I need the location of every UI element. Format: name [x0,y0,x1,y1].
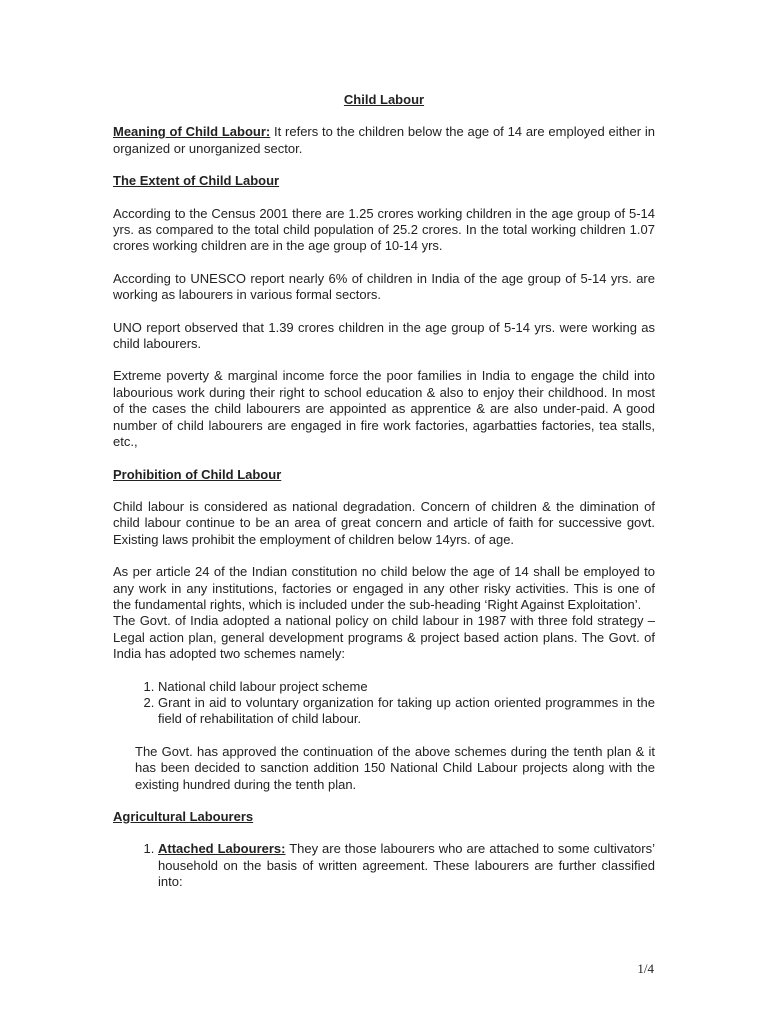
prohibition-paragraph: Child labour is considered as national degradation. Concern of children & the dimination of child labour continue to be an area of great concern and article of faith for successive govt. Existing laws prohibit the employment of children below 14yrs. of age. [113,498,655,547]
prohibition-paragraph: As per article 24 of the Indian constitution no child below the age of 14 shall be employed to any work in any institutions, factories or engaged in any other risky activities. This is one of the fundamental rights, which is included under the sub-heading ‘Right Against Exploitation’. [113,564,655,612]
schemes-list [113,679,655,728]
agricultural-heading: Agricultural Labourers [113,809,254,824]
extent-paragraph: According to UNESCO report nearly 6% of children in India of the age group of 5-14 yrs. are working as labourers in various formal sectors. [113,270,655,303]
meaning-paragraph [113,124,655,157]
agricultural-list [113,841,655,890]
schemes-closing-paragraph: The Govt. has approved the continuation of the above schemes during the tenth plan & it has been decided to sanction addition 150 National Child Labour projects along with the existing hundred during the tenth plan. [135,743,655,792]
document-title: Child Labour [343,92,425,107]
scheme-item: 2. Grant in aid to voluntary organization for taking up action oriented programmes in the field of rehabilitation of child labour. [158,695,655,728]
extent-paragraph: UNO report observed that 1.39 crores children in the age group of 5-14 yrs. were working as child labourers. [113,319,655,352]
extent-paragraph: According to the Census 2001 there are 1.25 crores working children in the age group of 5-14 yrs. as compared to the total child population of 25.2 crores. In the total working children 1.07 crores working children are in the age group of 10-14 yrs. [113,205,655,254]
page-number: 1/4 [637,961,654,976]
attached-labourers-label: Attached Labourers: [158,841,286,857]
meaning-text: It refers to the children below the age of 14 are employed either in organized or unorganized sector. [113,124,655,156]
prohibition-paragraph: The Govt. of India adopted a national policy on child labour in 1987 with three fold strategy – Legal action plan, general development programs & project based action plans. The Govt. of India has adopted two schemes namely: [113,613,655,662]
prohibition-heading: Prohibition of Child Labour [113,466,282,482]
document-body [113,92,655,907]
scheme-item: 1. National child labour project scheme [158,679,655,695]
extent-heading: The Extent of Child Labour [113,173,280,189]
attached-labourers-text: They are those labourers who are attached to some cultivators’ household on the basis of written agreement. These labourers are further classified into: [158,841,655,890]
extent-paragraph: Extreme poverty & marginal income force the poor families in India to engage the child into labourious work during their right to school education & also to enjoy their childhood. In most of the cases the child labourers are appointed as apprentice & are also under-paid. A good number of child labourers are engaged in fire work factories, agarbatties factories, tea stalls, etc., [113,368,655,450]
meaning-label: Meaning of Child Labour: [113,124,271,140]
agricultural-item [158,841,655,890]
